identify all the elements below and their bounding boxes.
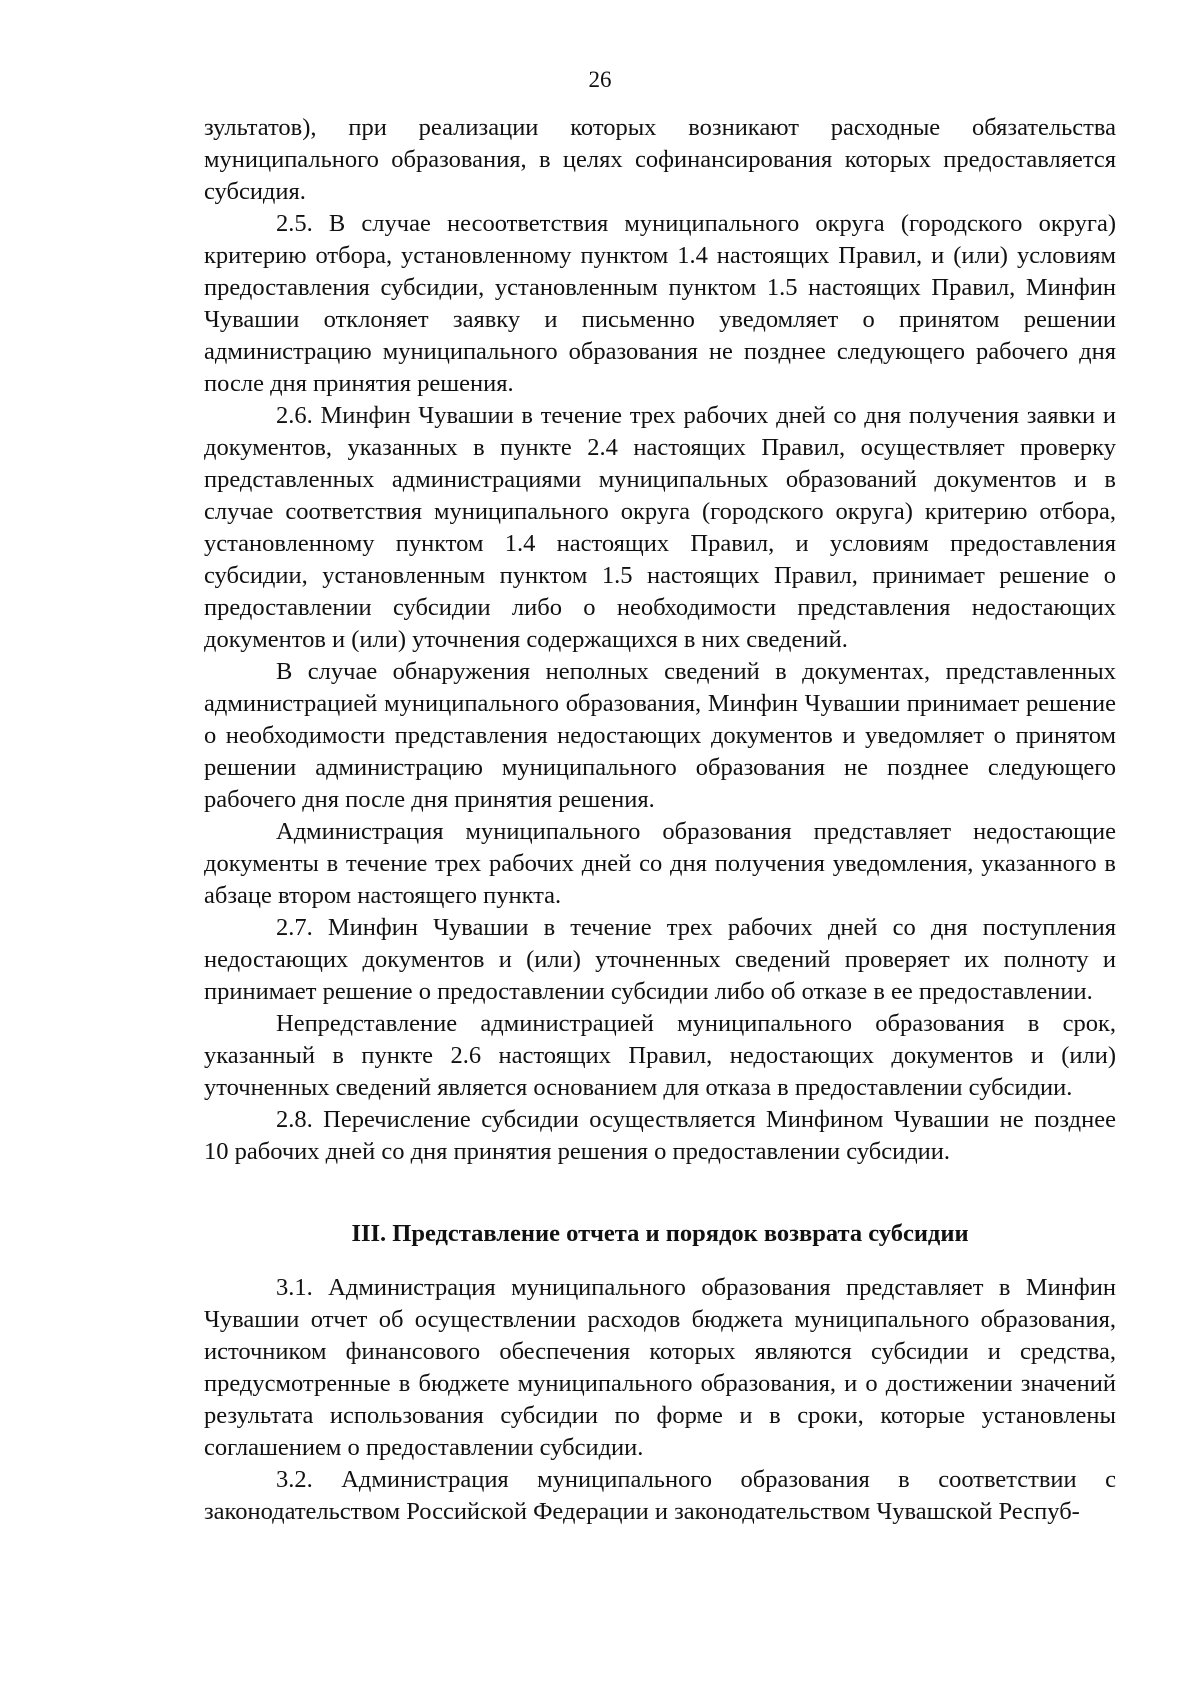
- paragraph-2-6-missing-docs: Администрация муниципального образования представляет недостающие документы в течение трех рабочих дней со дня получения уведомления, указанного в абзаце втором настоящего пункта.: [204, 818, 1116, 909]
- paragraph-3-1: 3.1. Администрация муниципального образования представляет в Минфин Чувашии отчет об осуществлении расходов бюджета муниципального образования, источником финансового обеспечения которых являются субсидии и средства, предусмотренные в бюджете муниципального образования, и о достижении значений результата использования субсидии по форме и в сроки, которые установлены соглашением о предоставлении субсидии.: [204, 1274, 1116, 1461]
- section-heading: III. Представление отчета и порядок возврата субсидии: [351, 1220, 969, 1247]
- document-body: [204, 112, 1116, 1528]
- paragraph-2-5: 2.5. В случае несоответствия муниципального округа (городского округа) критерию отбора, установленному пунктом 1.4 настоящих Правил, и (или) условиям предоставления субсидии, установленным пунктом 1.5 настоящих Правил, Минфин Чувашии отклоняет заявку и письменно уведомляет о принятом решении администрацию муниципального образования не позднее следующего рабочего дня после дня принятия решения.: [204, 210, 1116, 397]
- page-number: 26: [588, 67, 612, 92]
- paragraph-3-2: 3.2. Администрация муниципального образования в соответствии с законодательством Российской Федерации и законодательством Чувашской Респуб-: [204, 1466, 1116, 1525]
- paragraph-2-7: 2.7. Минфин Чувашии в течение трех рабочих дней со дня поступления недостающих документов и (или) уточненных сведений проверяет их полноту и принимает решение о предоставлении субсидии либо об отказе в ее предоставлении.: [204, 914, 1116, 1005]
- paragraph-2-7-refusal: Непредставление администрацией муниципального образования в срок, указанный в пункте 2.6 настоящих Правил, недостающих документов и (или) уточненных сведений является основанием для отказа в предоставлении субсидии.: [204, 1010, 1116, 1101]
- paragraph-2-6-incomplete-info: В случае обнаружения неполных сведений в документах, представленных администрацией муниципального образования, Минфин Чувашии принимает решение о необходимости представления недостающих документов и уведомляет о принятом решении администрацию муниципального образования не позднее следующего рабочего дня после дня принятия решения.: [204, 658, 1116, 813]
- paragraph-continuation: зультатов), при реализации которых возникают расходные обязательства муниципального образования, в целях софинансирования которых предоставляется субсидия.: [204, 114, 1116, 205]
- paragraph-2-6: 2.6. Минфин Чувашии в течение трех рабочих дней со дня получения заявки и документов, указанных в пункте 2.4 настоящих Правил, осуществляет проверку представленных администрациями муниципальных образований документов и в случае соответствия муниципального округа (городского округа) критерию отбора, установленному пунктом 1.4 настоящих Правил, и условиям предоставления субсидии, установленным пунктом 1.5 настоящих Правил, принимает решение о предоставлении субсидии либо о необходимости представления недостающих документов и (или) уточнения содержащихся в них сведений.: [204, 402, 1116, 653]
- paragraph-2-8: 2.8. Перечисление субсидии осуществляется Минфином Чувашии не позднее 10 рабочих дней со дня принятия решения о предоставлении субсидии.: [204, 1106, 1116, 1165]
